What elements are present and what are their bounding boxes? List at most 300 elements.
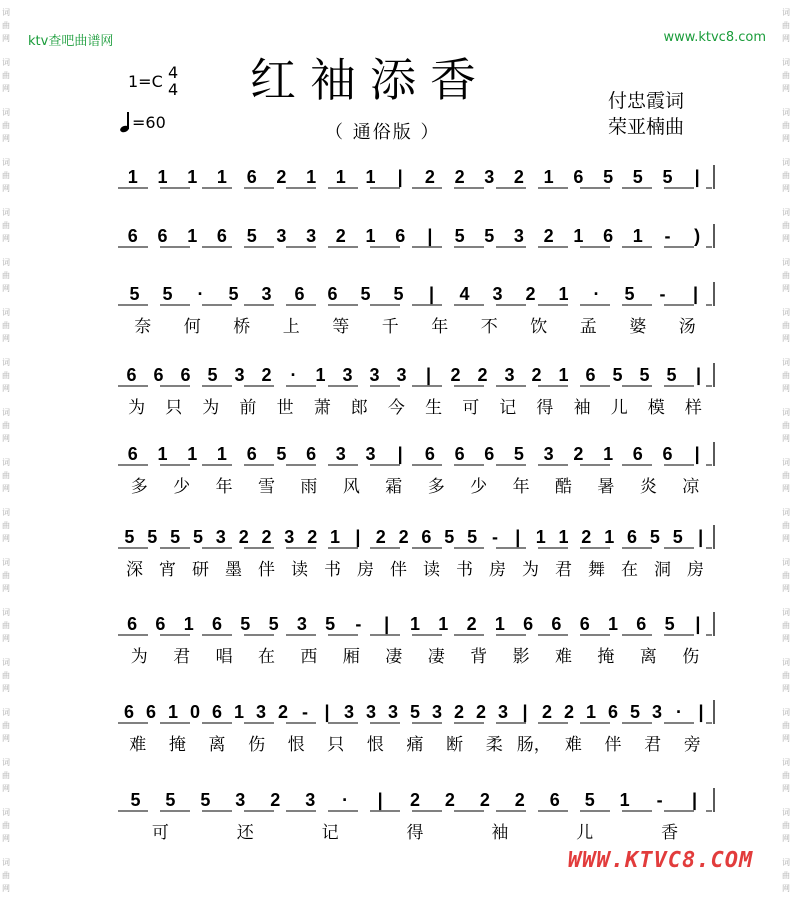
lyric-char: 上: [282, 317, 300, 337]
note: 3: [343, 702, 355, 722]
note: 0: [189, 702, 201, 722]
lyric-char: 桥: [233, 317, 251, 337]
note: 3: [335, 444, 346, 464]
watermark-glyph: 网: [2, 834, 10, 843]
watermark-glyph: 曲: [782, 621, 790, 630]
lyric-char: 郎: [350, 398, 368, 418]
lyric-char: 袖: [573, 398, 591, 418]
lyric-char: 暑: [597, 477, 615, 497]
note: 5: [129, 284, 140, 304]
brand-logo[interactable]: WWW.KTVC8.COM: [568, 848, 754, 873]
watermark-glyph: 曲: [782, 421, 790, 430]
lyric-char: 饮: [530, 317, 548, 337]
note: 5: [484, 226, 495, 246]
note: 3: [484, 167, 495, 187]
note: 1: [157, 444, 168, 464]
watermark-glyph: 曲: [2, 871, 10, 880]
watermark-glyph: 网: [782, 634, 790, 643]
barline: |: [427, 226, 433, 246]
note: 5: [409, 702, 421, 722]
watermark-glyph: 网: [2, 584, 10, 593]
lyric-char: 伴: [604, 735, 622, 755]
note: 6: [180, 365, 191, 385]
barline: |: [698, 702, 704, 722]
note: 2: [466, 614, 477, 634]
lyric-char: 肠，: [516, 735, 551, 755]
note: 6: [246, 444, 257, 464]
note: 1: [183, 614, 194, 634]
watermark-glyph: 曲: [782, 471, 790, 480]
note: 6: [246, 167, 257, 187]
note: 1: [187, 444, 198, 464]
note: 1: [167, 702, 179, 722]
note: 2: [454, 167, 465, 187]
note: 5: [325, 614, 336, 634]
note: 6: [211, 702, 223, 722]
watermark-glyph: 曲: [2, 121, 10, 130]
note: 6: [155, 614, 166, 634]
lyric-char: 模: [647, 398, 665, 418]
watermark-glyph: 网: [782, 184, 790, 193]
lyric-char: 凄: [385, 647, 403, 667]
watermark-glyph: 曲: [2, 721, 10, 730]
watermark-glyph: 词: [2, 608, 10, 617]
note: 3: [387, 702, 399, 722]
lyric-char: 孟: [579, 317, 597, 337]
watermark-glyph: 曲: [782, 121, 790, 130]
note: 5: [603, 167, 614, 187]
lyric-char: 伤: [682, 647, 700, 667]
watermark-glyph: 曲: [782, 721, 790, 730]
watermark-glyph: 曲: [2, 421, 10, 430]
note: 3: [306, 226, 317, 246]
note: 6: [603, 226, 614, 246]
watermark-glyph: 曲: [782, 171, 790, 180]
note: 2: [261, 365, 272, 385]
note: 5: [513, 444, 524, 464]
watermark-glyph: 曲: [2, 171, 10, 180]
note: 3: [234, 365, 245, 385]
note: 1: [157, 167, 168, 187]
watermark-glyph: 词: [2, 8, 10, 17]
note: 6: [153, 365, 164, 385]
watermark-glyph: 词: [2, 408, 10, 417]
note: 6: [127, 444, 138, 464]
note: 2: [276, 167, 287, 187]
watermark-glyph: 词: [782, 208, 790, 217]
lyric-char: 只: [165, 398, 183, 418]
barline: |: [694, 167, 700, 187]
note: -: [664, 226, 671, 246]
note: 2: [398, 527, 409, 547]
watermark-glyph: 词: [782, 858, 790, 867]
watermark-glyph: 词: [2, 458, 10, 467]
lyric-char: 掩: [168, 735, 186, 755]
barline: |: [692, 284, 699, 304]
note: 5: [639, 365, 650, 385]
note: 2: [543, 226, 554, 246]
note: 3: [543, 444, 554, 464]
site-name-left[interactable]: ktv查吧曲谱网: [28, 34, 114, 49]
lyric-char: 在: [621, 560, 638, 580]
watermark-glyph: 网: [782, 884, 790, 893]
note: 2: [409, 790, 421, 810]
lyric-char: 香: [661, 823, 679, 843]
note: 1: [233, 702, 245, 722]
note: 1: [607, 614, 619, 634]
lyric-char: 舞: [588, 560, 605, 580]
note: 3: [513, 226, 524, 246]
note: 1: [409, 614, 421, 634]
lyric-char: 恨: [287, 735, 305, 755]
watermark-glyph: 网: [2, 434, 10, 443]
lyric-char: 儿: [576, 823, 594, 843]
note: 3: [261, 284, 272, 304]
note: 2: [238, 527, 249, 547]
watermark-glyph: 网: [782, 684, 790, 693]
note: 3: [215, 527, 226, 547]
note: -: [492, 527, 498, 547]
note: 6: [421, 527, 432, 547]
lyric-char: 君: [644, 735, 662, 755]
note: 5: [162, 284, 173, 304]
barline: |: [515, 527, 521, 547]
lyric-char: 唱: [215, 647, 233, 667]
lyric-char: 何: [183, 317, 201, 337]
note: 1: [494, 614, 505, 634]
note: 3: [235, 790, 246, 810]
lyric-char: 生: [425, 398, 443, 418]
note: 5: [664, 614, 675, 634]
site-url-right[interactable]: www.ktvc8.com: [663, 30, 766, 45]
lyric-char: 西: [300, 647, 318, 667]
lyric-char: 痛: [406, 735, 424, 755]
lyric-char: 少: [173, 477, 191, 497]
watermark-glyph: 曲: [2, 21, 10, 30]
note: 3: [365, 444, 376, 464]
lyric-char: 离: [208, 735, 226, 755]
watermark-glyph: 网: [782, 734, 790, 743]
time-signature-top: 4: [168, 63, 179, 82]
note: 3: [431, 702, 443, 722]
note: 5: [192, 527, 204, 547]
note: 2: [335, 226, 346, 246]
watermark-glyph: 曲: [2, 71, 10, 80]
lyric-char: 儿: [610, 398, 628, 418]
watermark-glyph: 词: [782, 508, 790, 517]
note: 1: [558, 284, 569, 304]
lyric-char: 柔: [485, 735, 503, 755]
watermark-glyph: 词: [782, 758, 790, 767]
note: ·: [197, 284, 204, 304]
lyric-char: 房: [489, 560, 506, 580]
note: 3: [284, 527, 295, 547]
note: ·: [290, 365, 297, 385]
note: 3: [296, 614, 307, 634]
note: 3: [276, 226, 287, 246]
watermark-glyph: 曲: [2, 671, 10, 680]
note: 6: [157, 226, 168, 246]
note: 6: [327, 284, 338, 304]
note: ·: [342, 790, 349, 810]
note: 1: [535, 527, 546, 547]
note: 2: [541, 702, 553, 722]
lyric-char: 袖: [491, 823, 509, 843]
lyric-char: 多: [130, 477, 148, 497]
note: 1: [585, 702, 597, 722]
note: 6: [632, 444, 643, 464]
watermark-glyph: 曲: [2, 821, 10, 830]
note: 2: [270, 790, 281, 810]
lyric-char: 墨: [225, 560, 242, 580]
note: 2: [525, 284, 536, 304]
note: 5: [662, 167, 673, 187]
note: 6: [626, 527, 638, 547]
lyric-char: 影: [512, 647, 530, 667]
note: 5: [228, 284, 239, 304]
note: 1: [619, 790, 630, 810]
lyric-char: 凄: [427, 647, 445, 667]
note: 5: [612, 365, 623, 385]
lyric-char: 伤: [248, 735, 266, 755]
note: 2: [475, 702, 487, 722]
note: 6: [585, 365, 596, 385]
lyric-char: 风: [342, 477, 360, 497]
barline: |: [425, 365, 432, 385]
lyric-char: 为: [202, 398, 220, 418]
watermark-glyph: 网: [782, 384, 790, 393]
lyric-char: 可: [151, 823, 169, 843]
note: 5: [393, 284, 404, 304]
note: 5: [246, 226, 257, 246]
lyric-char: 婆: [629, 317, 647, 337]
note: 1: [216, 444, 227, 464]
note: 2: [261, 527, 272, 547]
lyric-char: 萧: [313, 398, 331, 418]
note: 5: [454, 226, 465, 246]
lyric-char: 雨: [300, 477, 318, 497]
note: 5: [268, 614, 279, 634]
lyric-char: 少: [470, 477, 488, 497]
watermark-glyph: 网: [2, 234, 10, 243]
watermark-glyph: 曲: [782, 771, 790, 780]
watermark-glyph: 曲: [782, 521, 790, 530]
lyric-char: 只: [327, 735, 345, 755]
barline: |: [324, 702, 330, 722]
watermark-glyph: 词: [782, 108, 790, 117]
note: 3: [369, 365, 380, 385]
watermark-glyph: 网: [2, 134, 10, 143]
note: 2: [531, 365, 542, 385]
lyric-char: 奈: [134, 317, 152, 337]
note: 6: [454, 444, 465, 464]
watermark-glyph: 词: [2, 308, 10, 317]
note: 2: [479, 790, 490, 810]
note: 1: [315, 365, 326, 385]
note: 1: [438, 614, 449, 634]
note: 3: [651, 702, 663, 722]
barline: |: [694, 444, 700, 464]
barline: |: [691, 790, 698, 810]
note: 2: [307, 527, 318, 547]
watermark-glyph: 词: [2, 708, 10, 717]
watermark-glyph: 词: [782, 308, 790, 317]
watermark-glyph: 曲: [2, 621, 10, 630]
lyric-char: 得: [406, 823, 424, 843]
lyric-char: 年: [512, 477, 530, 497]
watermark-glyph: 曲: [782, 71, 790, 80]
lyric-char: 读: [291, 560, 308, 580]
note: 1: [558, 365, 569, 385]
watermark-glyph: 曲: [2, 521, 10, 530]
watermark-glyph: 网: [782, 84, 790, 93]
watermark-glyph: 曲: [782, 571, 790, 580]
lyric-char: 为: [522, 560, 539, 580]
note: 5: [207, 365, 218, 385]
lyric-char: 难: [555, 647, 572, 667]
note: 5: [276, 444, 287, 464]
note: 5: [165, 790, 176, 810]
note: 3: [497, 702, 509, 722]
watermark-glyph: 词: [2, 58, 10, 67]
lyric-char: 汤: [678, 317, 696, 337]
watermark-glyph: 词: [782, 258, 790, 267]
note: ): [694, 226, 701, 246]
note: 1: [335, 167, 346, 187]
lyric-char: 书: [324, 560, 341, 580]
note: 6: [573, 167, 584, 187]
note: 3: [504, 365, 515, 385]
lyric-char: 炎: [639, 477, 657, 497]
key-signature: 1=C: [128, 72, 163, 91]
watermark-glyph: 曲: [2, 371, 10, 380]
note: -: [656, 790, 663, 810]
note: 1: [187, 167, 198, 187]
lyric-char: 还: [236, 823, 254, 843]
watermark-glyph: 词: [2, 208, 10, 217]
lyric-char: 可: [462, 398, 480, 418]
note: 5: [360, 284, 371, 304]
watermark-glyph: 网: [782, 34, 790, 43]
barline: |: [428, 284, 435, 304]
note: 3: [255, 702, 267, 722]
lyric-char: 今: [387, 398, 405, 418]
watermark-glyph: 词: [782, 658, 790, 667]
watermark-glyph: 网: [2, 634, 10, 643]
watermark-glyph: 网: [2, 184, 10, 193]
note: 5: [666, 365, 677, 385]
watermark-glyph: 曲: [782, 671, 790, 680]
note: 2: [375, 527, 386, 547]
watermark-glyph: 词: [782, 58, 790, 67]
note: 6: [306, 444, 317, 464]
lyric-char: 书: [456, 560, 473, 580]
lyric-char: 宵: [159, 560, 176, 580]
barline: |: [377, 790, 383, 810]
note: 4: [459, 284, 470, 304]
note: 1: [127, 167, 138, 187]
watermark-glyph: 曲: [782, 371, 790, 380]
note: 1: [573, 226, 584, 246]
note: 5: [240, 614, 251, 634]
lyric-char: 君: [173, 647, 191, 667]
lyric-char: 千: [381, 317, 399, 337]
note: 1: [216, 167, 227, 187]
note: 5: [147, 527, 158, 547]
watermark-glyph: 词: [782, 358, 790, 367]
note: 6: [127, 226, 138, 246]
lyric-char: 房: [357, 560, 374, 580]
note: 5: [672, 527, 683, 547]
barline: |: [397, 444, 403, 464]
watermark-glyph: 网: [782, 234, 790, 243]
watermark-glyph: 词: [2, 358, 10, 367]
note: 2: [277, 702, 289, 722]
lyric-char: 伴: [390, 560, 407, 580]
note: 6: [211, 614, 223, 634]
note: 6: [549, 790, 560, 810]
watermark-glyph: 曲: [782, 871, 790, 880]
note: 2: [453, 702, 465, 722]
note: -: [302, 702, 308, 722]
barline: |: [397, 167, 403, 187]
watermark-glyph: 网: [2, 734, 10, 743]
note: 6: [579, 614, 590, 634]
lyric-char: 得: [536, 398, 554, 418]
lyric-char: 离: [639, 647, 657, 667]
lyric-char: 君: [555, 560, 572, 580]
note: 1: [365, 167, 376, 187]
lyric-char: 厢: [342, 647, 360, 667]
note: 3: [365, 702, 377, 722]
lyric-char: 记: [321, 823, 339, 843]
note: 6: [484, 444, 495, 464]
lyric-char: 为: [130, 647, 148, 667]
lyric-char: 难: [129, 735, 147, 755]
note: 5: [124, 527, 135, 547]
note: 6: [126, 365, 137, 385]
note: 5: [200, 790, 211, 810]
watermark-glyph: 曲: [2, 471, 10, 480]
barline: |: [695, 614, 701, 634]
watermark-glyph: 词: [2, 158, 10, 167]
note: 5: [584, 790, 595, 810]
note: 6: [123, 702, 135, 722]
watermark-glyph: 词: [782, 808, 790, 817]
lyric-char: 年: [215, 477, 233, 497]
note: 5: [170, 527, 181, 547]
barline: |: [384, 614, 390, 634]
watermark-glyph: 词: [782, 158, 790, 167]
watermark-glyph: 曲: [782, 821, 790, 830]
note: 2: [450, 365, 461, 385]
note: ·: [676, 702, 682, 722]
lyric-char: 恨: [366, 735, 384, 755]
barline: |: [695, 365, 702, 385]
note: 5: [444, 527, 455, 547]
lyric-char: 伴: [258, 560, 275, 580]
watermark-glyph: 曲: [2, 321, 10, 330]
lyric-char: 为: [128, 398, 146, 418]
note: ·: [593, 284, 600, 304]
barline: |: [355, 527, 361, 547]
note: 6: [424, 444, 435, 464]
note: 6: [607, 702, 619, 722]
note: -: [355, 614, 362, 634]
composer: 荣亚楠曲: [608, 116, 685, 138]
note: 6: [145, 702, 157, 722]
lyric-char: 等: [332, 317, 350, 337]
